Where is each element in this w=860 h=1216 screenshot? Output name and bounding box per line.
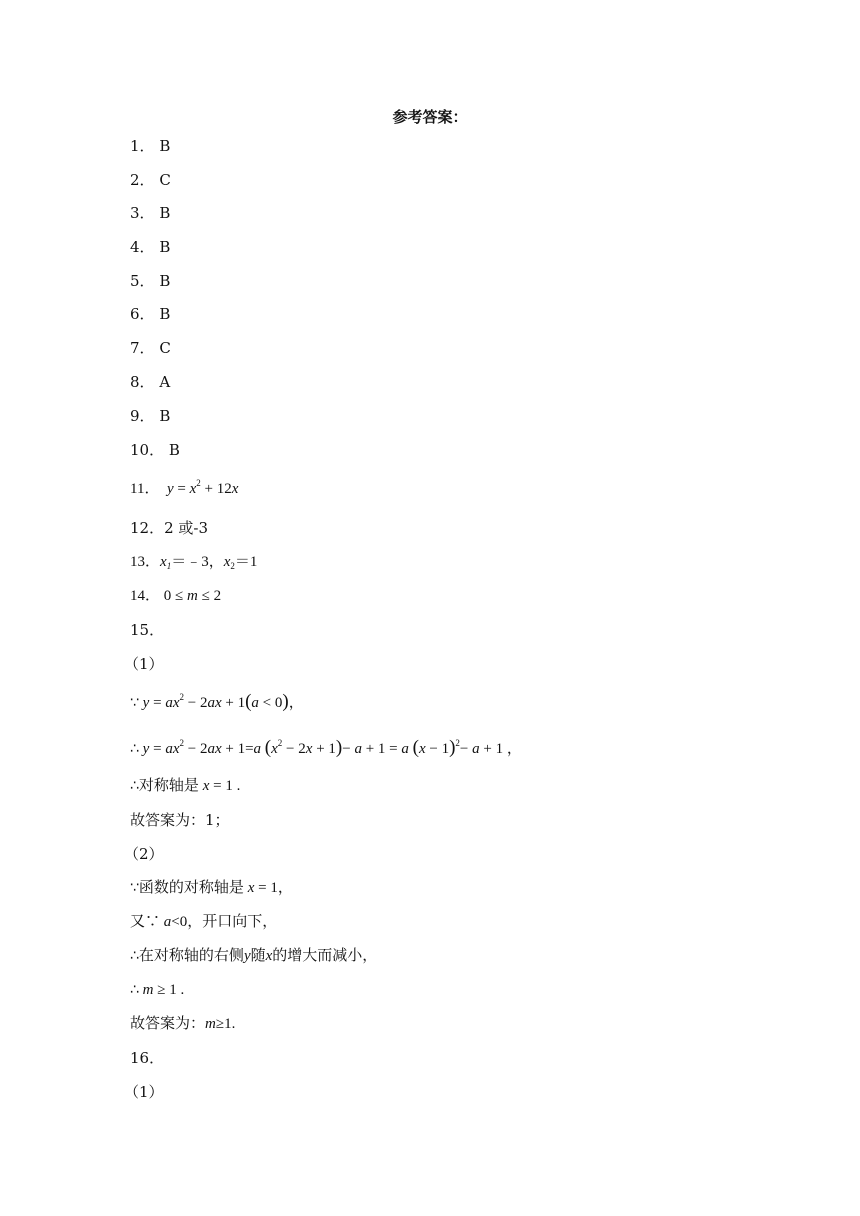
page-title: 参考答案：	[392, 108, 468, 126]
q15-decreasing: ∴在对称轴的右侧y随x的增大而减小，	[130, 948, 378, 964]
answer-text: 2 或-3	[164, 519, 209, 537]
therefore-symbol: ∴	[130, 778, 139, 794]
decrease-prefix: 在对称轴的右侧	[138, 948, 244, 964]
answer-13	[130, 552, 257, 572]
answer-choice: B	[159, 238, 171, 256]
q15-part2: （2）	[124, 845, 164, 863]
answer-11	[130, 479, 238, 499]
q16-number: 16．	[130, 1049, 165, 1067]
answer-4	[130, 237, 170, 257]
answer-num: 14．	[130, 588, 161, 604]
answer-9	[130, 406, 170, 426]
answer-num: 7．	[130, 339, 155, 357]
q15-axis: ∴对称轴是 x = 1 .	[130, 778, 241, 794]
answer-14	[130, 586, 221, 606]
q15-answer2: 故答案为：m≥1.	[130, 1016, 236, 1032]
answer-12	[130, 518, 208, 538]
answer-7	[130, 338, 171, 358]
q15-answer1: 故答案为：1；	[130, 811, 230, 829]
answer-6	[130, 304, 170, 324]
answer-num: 12．	[130, 519, 165, 537]
answer-choice: C	[159, 171, 171, 189]
answer2-suffix: ≥1.	[215, 1016, 236, 1032]
q15-m-condition: ∴ m ≥ 1 .	[130, 982, 185, 998]
answer-num: 2．	[130, 171, 155, 189]
q15-opens-down: 又∵ a<0，开口向下，	[130, 914, 278, 930]
axis-text: 对称轴是	[138, 778, 199, 794]
q16-part1: （1）	[124, 1083, 164, 1101]
decrease-suffix: 的增大而减小，	[272, 948, 378, 964]
answer-choice: A	[159, 373, 171, 391]
because-symbol: ∵	[130, 880, 139, 896]
therefore-symbol: ∴	[130, 948, 139, 964]
answer2-prefix: 故答案为：	[130, 1016, 206, 1032]
answer-choice: B	[159, 305, 171, 323]
because-symbol: ∵	[130, 695, 139, 711]
answer-num: 4．	[130, 238, 155, 256]
answer-3	[130, 203, 170, 223]
therefore-symbol: ∴	[130, 741, 139, 757]
answer-choice: B	[159, 204, 171, 222]
answer-num: 5．	[130, 272, 155, 290]
formula-11: $y = x^2 + 12x$	[166, 478, 239, 497]
answer-choice: B	[168, 441, 180, 459]
roots: $x_1=﹣3$，$x_2=1$	[160, 554, 258, 571]
answer-num: 9．	[130, 407, 155, 425]
answer-8	[130, 372, 170, 392]
answer-num: 11．	[130, 481, 160, 497]
answer-num: 13．	[130, 554, 161, 570]
answer-choice: B	[159, 407, 171, 425]
therefore-symbol: ∴	[130, 982, 139, 998]
answer-num: 6．	[130, 305, 155, 323]
answer-5	[130, 271, 170, 291]
q15-fn-axis: ∵函数的对称轴是 x = 1，	[130, 880, 293, 896]
answer-2	[130, 170, 171, 190]
opens-down-text: ，开口向下，	[187, 914, 278, 930]
answer-choice: B	[159, 272, 171, 290]
answer-num: 8．	[130, 373, 155, 391]
q15-vertex-form: ∴ $y = ax^2 - 2ax + 1=a$ $(x^2 - 2x + 1)- a + 1 = a$ $(x - 1)^2- a + 1$ ，	[130, 737, 522, 758]
answer-num: 1．	[130, 137, 155, 155]
inequality: 0 ≤ m ≤ 2	[160, 588, 222, 604]
q15-given: ∵ $y = ax^2 - 2ax + 1(a < 0)$，	[130, 691, 304, 712]
decrease-mid: 随	[250, 948, 266, 964]
answer-choice: C	[159, 339, 171, 357]
answer-choice: B	[159, 137, 171, 155]
answer-10	[130, 440, 180, 460]
answer-1	[130, 136, 170, 156]
answer-num: 3．	[130, 204, 155, 222]
also-because-text: 又∵	[130, 914, 161, 930]
q15-part1: （1）	[124, 655, 164, 673]
fn-axis-text: 函数的对称轴是	[138, 880, 244, 896]
answer-num: 10．	[130, 441, 165, 459]
q15-number: 15．	[130, 621, 165, 639]
